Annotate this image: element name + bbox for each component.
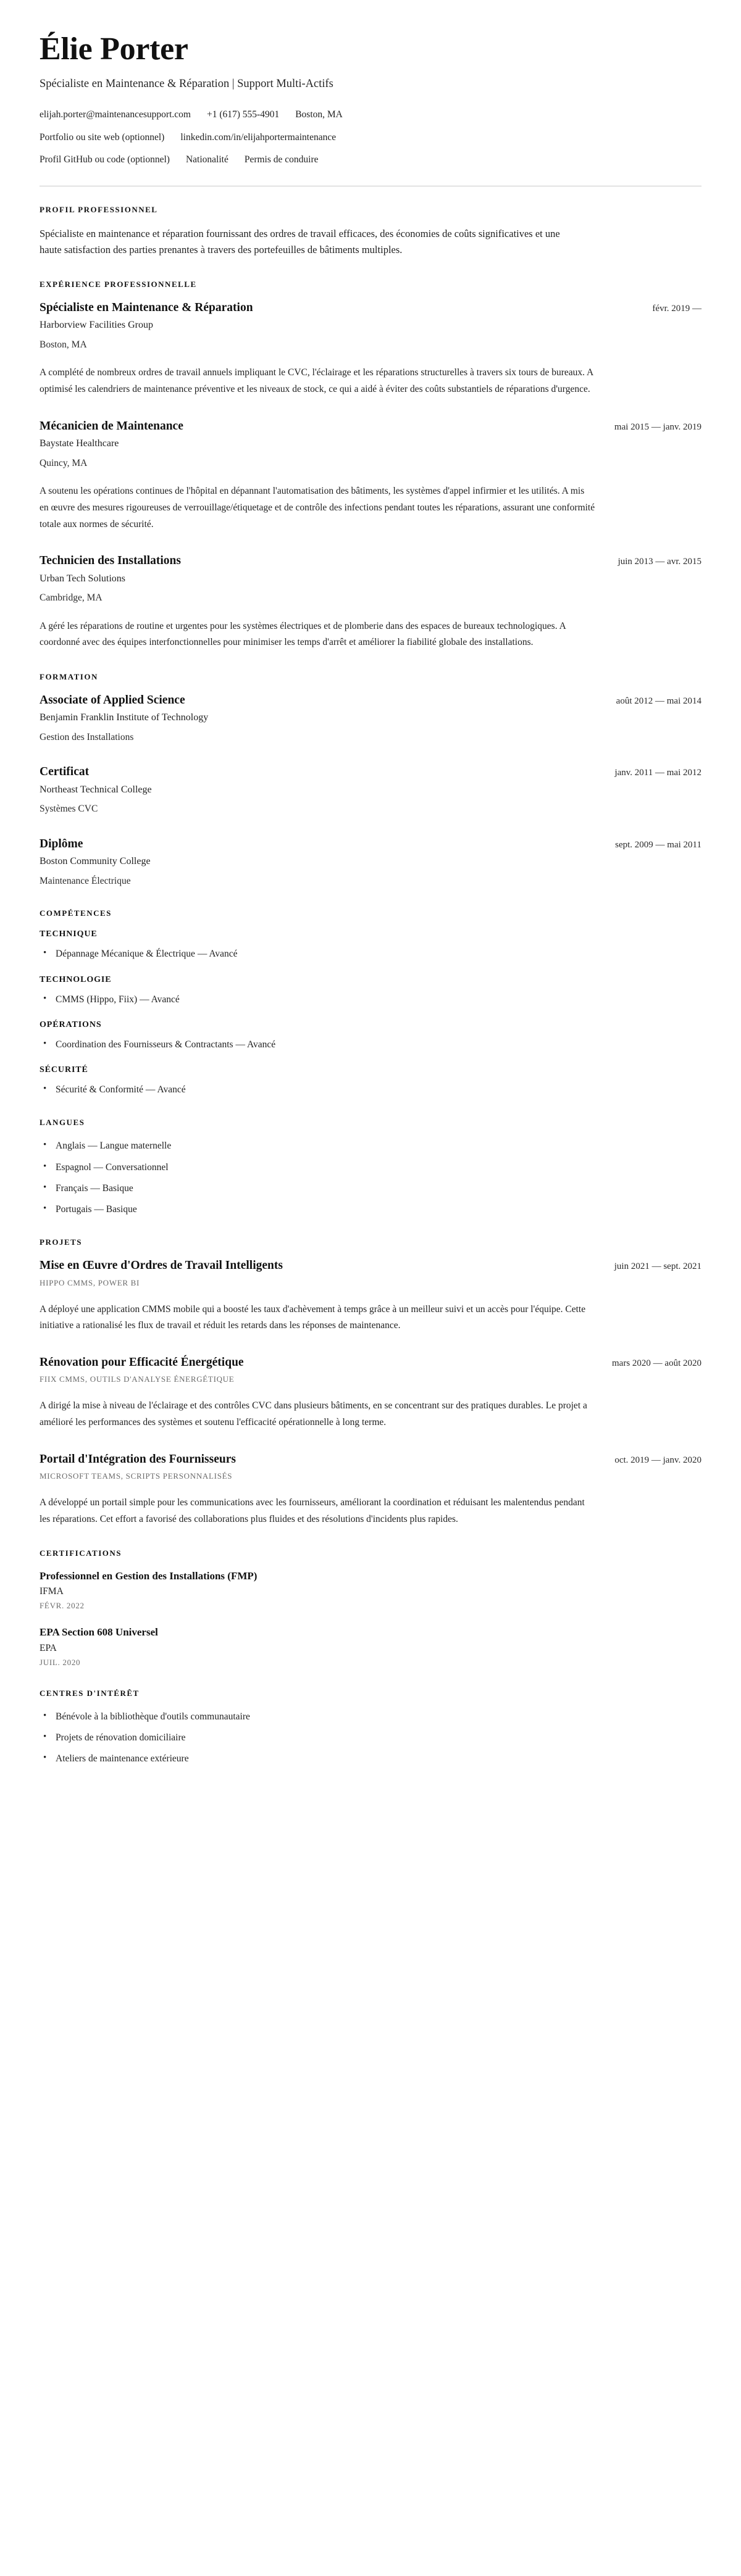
language-item: • Français — Basique	[40, 1181, 701, 1195]
certification-date: JUIL. 2020	[40, 1657, 81, 1667]
skill-group-technologie	[40, 975, 701, 1007]
skill-group-name: TECHNIQUE	[40, 929, 98, 939]
contact-portfolio[interactable]: Portfolio ou site web (optionnel)	[40, 131, 165, 143]
section-title-experience: EXPÉRIENCE PROFESSIONNELLE	[40, 279, 197, 289]
education-entry-head	[40, 693, 701, 708]
contact-row-extra	[40, 153, 701, 167]
skill-group-name: TECHNOLOGIE	[40, 974, 112, 984]
experience-role: Spécialiste en Maintenance & Réparation	[40, 301, 253, 314]
experience-date: mai 2015 — janv. 2019	[614, 422, 701, 432]
certification-name: Professionnel en Gestion des Installations (FMP)	[40, 1570, 257, 1582]
contact-phone[interactable]: +1 (617) 555-4901	[206, 109, 280, 120]
section-title-profile: PROFIL PROFESSIONNEL	[40, 204, 158, 214]
certification-entry	[40, 1569, 701, 1611]
resume-header	[40, 32, 701, 167]
project-description: A développé un portail simple pour les communications avec les fournisseurs, améliorant la coordination et réduisant les malentendus pendant les réparations. Cet effort a favorisé des collaborations plus fluides et des résolutions d'incidents plus rapides.	[40, 1497, 585, 1524]
project-name: Portail d'Intégration des Fournisseurs	[40, 1452, 236, 1466]
candidate-headline: Spécialiste en Maintenance & Réparation | Support Multi-Actifs	[40, 78, 333, 91]
certification-issuer: EPA	[40, 1642, 57, 1653]
section-title-projects: PROJETS	[40, 1237, 83, 1247]
education-entry	[40, 837, 701, 887]
certification-entry	[40, 1626, 701, 1667]
project-description: A dirigé la mise à niveau de l'éclairage et des contrôles CVC dans plusieurs bâtiments, en se concentrant sur des pratiques durables. Le projet a amélioré les performances des systèmes et soutenu l'efficacité opérationnelle à long terme.	[40, 1400, 587, 1427]
section-education	[40, 672, 701, 887]
section-skills	[40, 908, 701, 1097]
skill-item: • Coordination des Fournisseurs & Contractants — Avancé	[40, 1037, 701, 1052]
skill-list	[40, 992, 701, 1007]
project-entry-head	[40, 1258, 701, 1273]
interest-item: • Ateliers de maintenance extérieure	[40, 1751, 701, 1766]
contact-location: Boston, MA	[295, 109, 343, 120]
section-title-languages: LANGUES	[40, 1118, 85, 1128]
project-tech: HIPPO CMMS, POWER BI	[40, 1278, 140, 1287]
contact-email[interactable]: elijah.porter@maintenancesupport.com	[40, 109, 191, 120]
contact-row-links	[40, 131, 701, 144]
education-degree: Associate of Applied Science	[40, 693, 185, 707]
language-item: • Portugais — Basique	[40, 1202, 701, 1216]
profile-summary: Spécialiste en maintenance et réparation fournissant des ordres de travail efficaces, des économies de coûts significatives et une haute satisfaction des parties prenantes à travers des portefeuilles de bâtiments multiples.	[40, 227, 560, 256]
project-entry	[40, 1452, 701, 1528]
education-degree: Diplôme	[40, 837, 83, 850]
section-experience	[40, 280, 701, 651]
experience-role: Technicien des Installations	[40, 554, 181, 568]
education-date: sept. 2009 — mai 2011	[615, 839, 701, 850]
project-entry-head	[40, 1452, 701, 1467]
education-entry-head	[40, 837, 701, 852]
education-field: Gestion des Installations	[40, 731, 134, 742]
skill-item: • Sécurité & Conformité — Avancé	[40, 1082, 701, 1097]
experience-entry-head	[40, 301, 701, 315]
contact-row-primary	[40, 108, 701, 122]
experience-description: A géré les réparations de routine et urgentes pour les systèmes électriques et de plomberie dans des espaces de bureaux technologiques. A coordonné avec des équipes interfonctionnelles pour minimiser les temps d'arrêt et améliorer la fiabilité globale des installations.	[40, 620, 566, 648]
project-description: A déployé une application CMMS mobile qui a boosté les taux d'achèvement à temps grâce à un meilleur suivi et un accès pour l'équipe. Cette initiative a rationalisé les flux de travail et réduit les retards dans les réponses de maintenance.	[40, 1303, 586, 1331]
skill-list	[40, 947, 701, 961]
project-tech: MICROSOFT TEAMS, SCRIPTS PERSONNALISÉS	[40, 1471, 233, 1481]
project-date: oct. 2019 — janv. 2020	[614, 1455, 701, 1465]
experience-location: Quincy, MA	[40, 457, 88, 468]
section-profile	[40, 205, 701, 259]
experience-entry	[40, 419, 701, 533]
skill-group-name: SÉCURITÉ	[40, 1065, 88, 1075]
project-entry-head	[40, 1355, 701, 1370]
experience-date: juin 2013 — avr. 2015	[618, 557, 701, 567]
education-degree: Certificat	[40, 765, 90, 779]
experience-company: Harborview Facilities Group	[40, 320, 153, 331]
contact-github[interactable]: Profil GitHub ou code (optionnel)	[40, 154, 170, 165]
education-entry	[40, 765, 701, 815]
contact-driving-license: Permis de conduire	[244, 154, 319, 165]
section-interests	[40, 1689, 701, 1766]
skill-list	[40, 1037, 701, 1052]
education-entry	[40, 693, 701, 744]
skill-group-technique	[40, 929, 701, 961]
language-list	[40, 1139, 701, 1216]
experience-entry	[40, 301, 701, 398]
certification-date: FÉVR. 2022	[40, 1601, 85, 1611]
experience-description: A complété de nombreux ordres de travail annuels impliquant le CVC, l'éclairage et les réparations structurelles à travers six tours de bureaux. A optimisé les calendriers de maintenance préventive et les niveaux de stock, ce qui a aidé à éviter des coûts substantiels de réparations d'urgence.	[40, 367, 593, 395]
experience-entry-head	[40, 554, 701, 568]
contact-linkedin[interactable]: linkedin.com/in/elijahportermaintenance	[180, 131, 337, 143]
contact-nationality: Nationalité	[185, 154, 228, 165]
language-item: • Anglais — Langue maternelle	[40, 1139, 701, 1153]
project-name: Rénovation pour Efficacité Énergétique	[40, 1355, 244, 1369]
section-projects	[40, 1237, 701, 1527]
section-languages	[40, 1118, 701, 1216]
certification-issuer: IFMA	[40, 1586, 64, 1597]
skill-group-operations	[40, 1020, 701, 1052]
education-school: Boston Community College	[40, 856, 151, 867]
experience-entry	[40, 554, 701, 651]
experience-entry-head	[40, 419, 701, 434]
project-date: mars 2020 — août 2020	[612, 1358, 701, 1368]
experience-company: Baystate Healthcare	[40, 438, 119, 449]
project-date: juin 2021 — sept. 2021	[614, 1261, 701, 1272]
interest-list	[40, 1710, 701, 1766]
section-title-education: FORMATION	[40, 671, 98, 681]
experience-location: Boston, MA	[40, 339, 87, 350]
section-title-skills: COMPÉTENCES	[40, 908, 112, 918]
education-school: Northeast Technical College	[40, 784, 152, 795]
project-entry	[40, 1355, 701, 1431]
skill-list	[40, 1082, 701, 1097]
section-certifications	[40, 1548, 701, 1667]
interest-item: • Bénévole à la bibliothèque d'outils communautaire	[40, 1710, 701, 1724]
education-school: Benjamin Franklin Institute of Technology	[40, 712, 209, 723]
education-date: août 2012 — mai 2014	[616, 696, 701, 706]
candidate-name: Élie Porter	[40, 31, 188, 67]
project-name: Mise en Œuvre d'Ordres de Travail Intelligents	[40, 1259, 283, 1273]
skill-group-name: OPÉRATIONS	[40, 1020, 102, 1029]
education-date: janv. 2011 — mai 2012	[614, 768, 701, 778]
skill-item: • CMMS (Hippo, Fiix) — Avancé	[40, 992, 701, 1007]
experience-company: Urban Tech Solutions	[40, 573, 126, 584]
experience-location: Cambridge, MA	[40, 592, 103, 603]
certification-name: EPA Section 608 Universel	[40, 1626, 158, 1639]
project-entry	[40, 1258, 701, 1334]
education-entry-head	[40, 765, 701, 779]
experience-description: A soutenu les opérations continues de l'hôpital en dépannant l'automatisation des bâtiments, les systèmes d'appel infirmier et les utilités. A mis en œuvre des mesures rigoureuses de verrouillage/étiquetage et de contrôle des infections pendant toutes les réparations, assurant une conformité totale aux normes de sécurité.	[40, 486, 595, 530]
education-field: Maintenance Électrique	[40, 875, 131, 886]
education-field: Systèmes CVC	[40, 804, 98, 815]
experience-role: Mécanicien de Maintenance	[40, 419, 183, 433]
project-tech: FIIX CMMS, OUTILS D'ANALYSE ÉNERGÉTIQUE	[40, 1374, 235, 1384]
skill-group-securite	[40, 1065, 701, 1097]
skill-item: • Dépannage Mécanique & Électrique — Avancé	[40, 947, 701, 961]
language-item: • Espagnol — Conversationnel	[40, 1160, 701, 1174]
section-title-interests: CENTRES D'INTÉRÊT	[40, 1688, 140, 1698]
interest-item: • Projets de rénovation domiciliaire	[40, 1730, 701, 1745]
section-title-certifications: CERTIFICATIONS	[40, 1548, 122, 1558]
experience-date: févr. 2019 —	[652, 303, 701, 314]
